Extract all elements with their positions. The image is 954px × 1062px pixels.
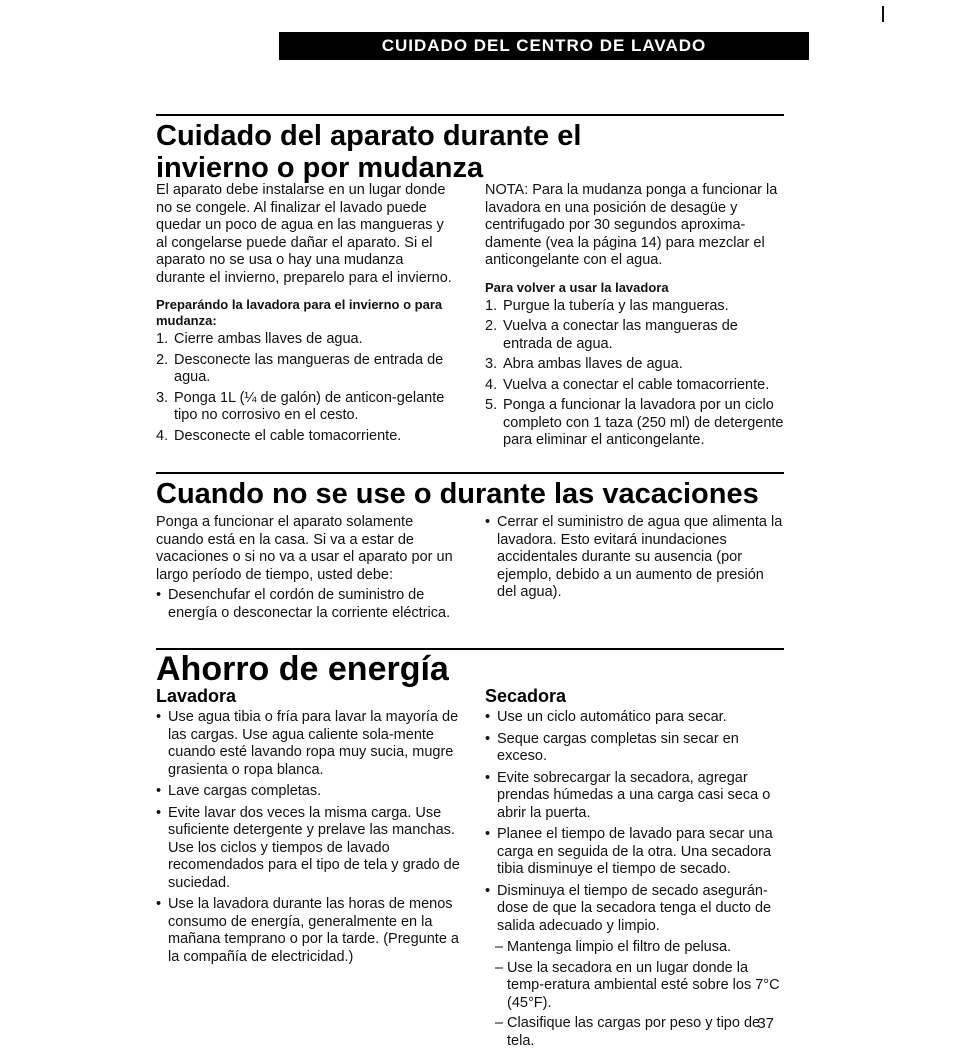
dryer-dash-list <box>495 939 785 1050</box>
prep-steps-list <box>156 331 456 445</box>
note-text: : Para la mudanza ponga a funcionar la lavadora en una posición de desagüe y centrifugado por 30 segundos aproxima-damente (vea la página 14) para mezclar el anticongelante con el agua. <box>485 182 778 268</box>
step-text: Purgue la tubería y las mangueras. <box>503 297 729 314</box>
note-label: NOTA <box>485 182 525 198</box>
step-item <box>485 318 785 353</box>
step-item <box>485 397 785 450</box>
step-number: 1. <box>156 331 169 347</box>
step-text: Cierre ambas llaves de agua. <box>174 331 363 347</box>
energy-title: Ahorro de energía <box>156 650 449 688</box>
dryer-heading: Secadora <box>485 686 567 706</box>
reuse-steps-list <box>485 298 785 450</box>
step-number: 3. <box>485 356 498 372</box>
step-text: Desconecte el cable tomacorriente. <box>174 427 402 444</box>
section-banner: CUIDADO DEL CENTRO DE LAVADO <box>279 32 809 60</box>
step-item <box>485 356 785 374</box>
step-number: 2. <box>485 318 498 334</box>
bullet-item: • Use la lavadora durante las horas de menos consumo de energía, generalmente en la mañana temprano o por la tarde. (Pregunte a la compañía de electricidad.) <box>156 896 461 966</box>
step-item <box>485 298 785 316</box>
step-number: 3. <box>156 389 169 406</box>
dash-item: – Clasifique las cargas por peso y tipo de tela. <box>495 1015 785 1050</box>
step-number: 4. <box>156 427 169 444</box>
step-text: Vuelva a conectar las mangueras de entrada de agua. <box>503 318 738 352</box>
winter-title: Cuidado del aparato durante el invierno o por mudanza <box>156 120 582 184</box>
step-item <box>156 352 456 387</box>
dash-item: – Mantenga limpio el filtro de pelusa. <box>495 939 785 957</box>
bullet-item: • Cerrar el suministro de agua que alimenta la lavadora. Esto evitará inundaciones accidentales durante su ausencia (por ejemplo, debido a un aumento de presión del agua). <box>485 514 785 602</box>
bullet-item: • Planee el tiempo de lavado para secar una carga en seguida de la otra. Una secadora tibia disminuye el tiempo de secado. <box>485 826 785 879</box>
bullet-item: • Seque cargas completas sin secar en exceso. <box>485 731 785 766</box>
note-paragraph <box>485 182 785 270</box>
step-number: 4. <box>485 376 498 393</box>
bullet-item: • Use un ciclo automático para secar. <box>485 709 785 727</box>
bullet-item: • Lave cargas completas. <box>156 783 461 801</box>
vacation-intro: Ponga a funcionar el aparato solamente cuando está en la casa. Si va a estar de vacaciones o si no va a usar el aparato por un largo período de tiempo, usted debe: <box>156 514 453 583</box>
step-item <box>485 377 785 395</box>
prep-heading: Preparándo la lavadora para el invierno o para mudanza: <box>156 297 443 328</box>
page-number: 37 <box>757 1015 774 1032</box>
bullet-item: • Evite sobrecargar la secadora, agregar prendas húmedas a una carga casi seca o abrir la puerta. <box>485 770 785 823</box>
divider-rule <box>156 472 784 474</box>
divider-rule <box>156 114 784 116</box>
step-text: Ponga a funcionar la lavadora por un ciclo completo con 1 taza (250 ml) de detergente para eliminar el anticongelante. <box>503 397 784 448</box>
step-item <box>156 428 456 446</box>
washer-heading: Lavadora <box>156 686 237 706</box>
winter-right-column <box>485 182 785 453</box>
reuse-heading: Para volver a usar la lavadora <box>485 279 669 295</box>
vacation-left-bullets <box>156 587 456 622</box>
winter-left-column <box>156 182 456 448</box>
vacation-left-column <box>156 514 456 626</box>
step-item <box>156 331 456 349</box>
dryer-column <box>485 685 785 1053</box>
vacation-right-column <box>485 514 785 606</box>
step-text: Desconecte las mangueras de entrada de agua. <box>174 351 444 385</box>
vacation-title: Cuando no se use o durante las vacaciones <box>156 478 759 510</box>
bullet-item: • Use agua tibia o fría para lavar la mayoría de las cargas. Use agua caliente sola-mente cuando esté lavando ropa muy sucia, mugre grasienta o ropa blanca. <box>156 709 461 779</box>
corner-mark <box>882 6 884 22</box>
step-number: 2. <box>156 351 169 368</box>
winter-intro: El aparato debe instalarse en un lugar donde no se congele. Al finalizar el lavado puede quedar un poco de agua en las mangueras y al congelarse puede dañar el aparato. Si el aparato no se usa o hay una mudanza durante el invierno, preparelo para el invierno. <box>156 182 452 286</box>
vacation-right-bullets <box>485 514 785 602</box>
step-number: 1. <box>485 297 498 314</box>
step-text: Vuelva a conectar el cable tomacorriente. <box>503 376 770 393</box>
bullet-item: • Disminuya el tiempo de secado asegurán-dose de que la secadora tenga el ducto de salida adecuado y limpio. <box>485 883 785 936</box>
dash-item: – Use la secadora en un lugar donde la temp-eratura ambiental esté sobre los 7°C (45°F). <box>495 960 785 1013</box>
washer-column <box>156 685 461 970</box>
step-text: Abra ambas llaves de agua. <box>503 356 683 372</box>
step-number: 5. <box>485 397 498 413</box>
bullet-item: • Desenchufar el cordón de suministro de energía o desconectar la corriente eléctrica. <box>156 587 456 622</box>
dryer-bullets <box>485 709 785 935</box>
step-item <box>156 390 456 425</box>
washer-bullets <box>156 709 461 966</box>
bullet-item: • Evite lavar dos veces la misma carga. Use suficiente detergente y prelave las manchas. Use los ciclos y tiempos de lavado recomendados para el tipo de tela y grado de suciedad. <box>156 805 461 893</box>
step-text: Ponga 1L (¼ de galón) de anticon-gelante tipo no corrosivo en el cesto. <box>174 389 445 423</box>
